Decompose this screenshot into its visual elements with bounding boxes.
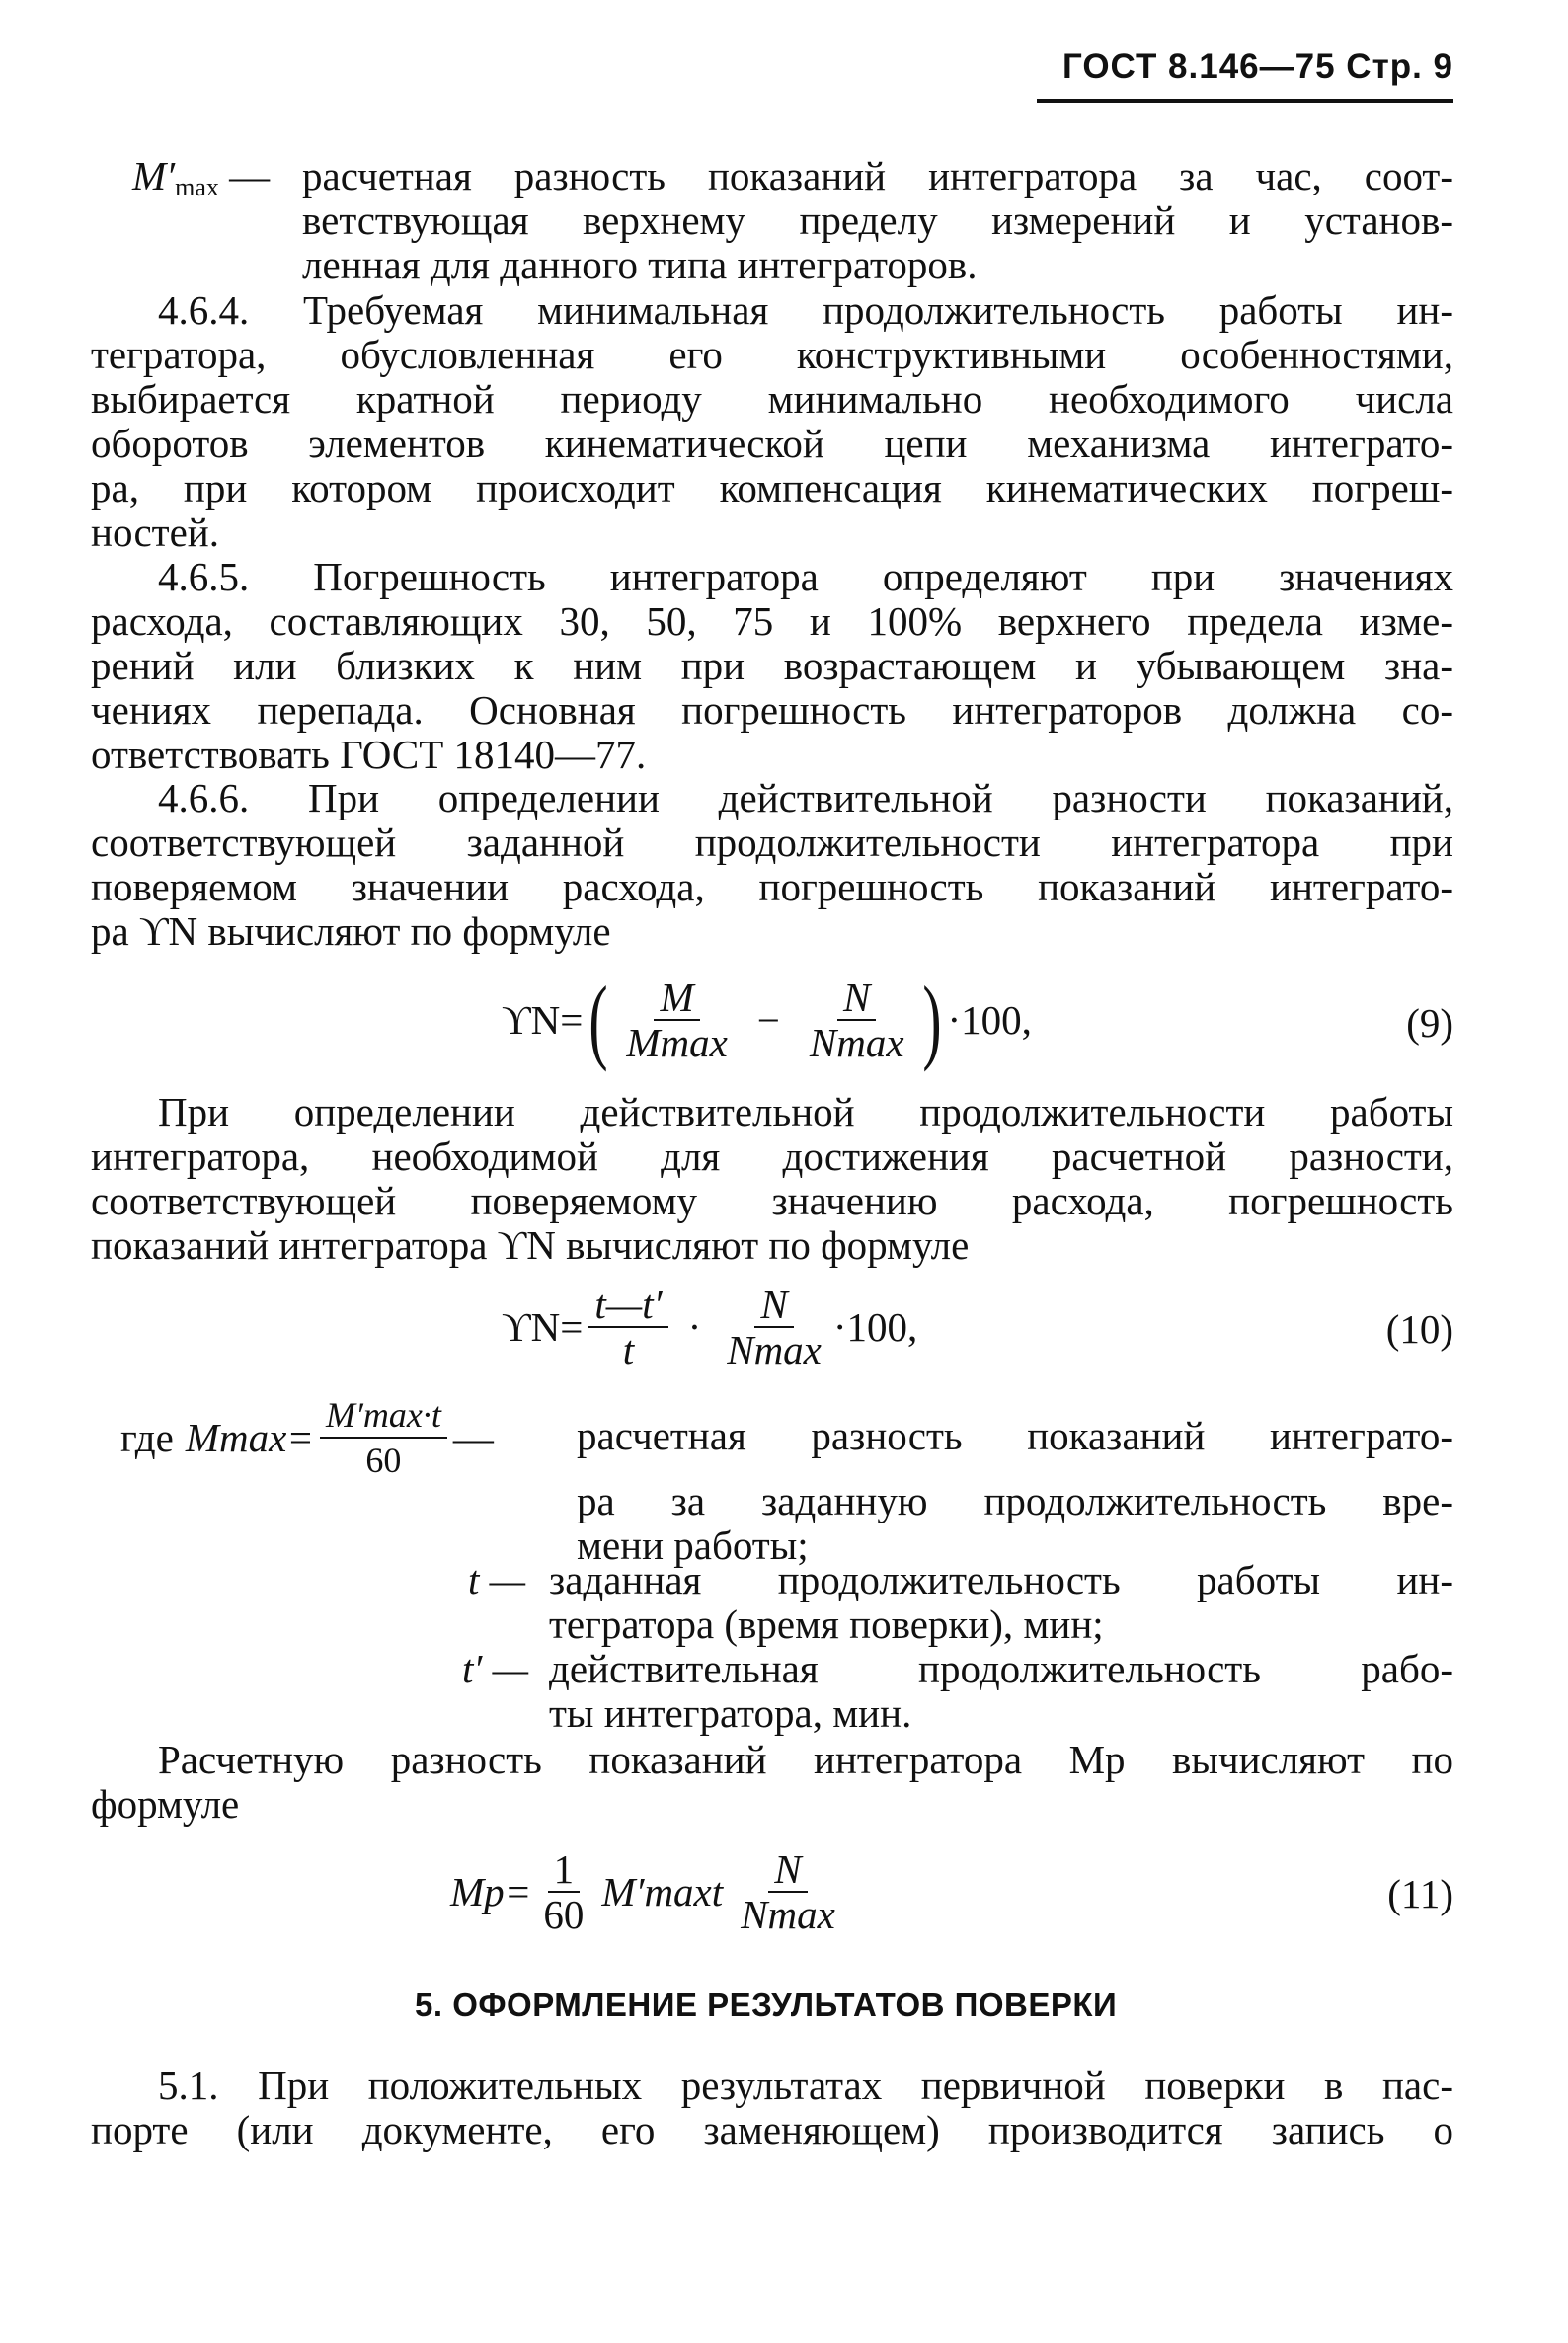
text-line: ностей. (91, 509, 219, 555)
text-line: заданная продолжительность работы ин- (549, 1557, 1453, 1602)
paragraph-after-eq9 (91, 1090, 1453, 1268)
text-line: расчетная разность показаний интеграто- (577, 1413, 1453, 1458)
paragraph-4-6-4 (91, 288, 1453, 555)
equation-10-number: (10) (1385, 1306, 1453, 1352)
text-line: тегратора, обусловленная его конструктивными особенностями, (91, 332, 1453, 377)
text-line: порте (или документе, его заменяющем) производится запись о (91, 2107, 1453, 2152)
equation-10: ϒN= $\frac{t—t'}{t}$ · $\frac{N}{Nmax}$ ·100, (502, 1282, 918, 1372)
text-line: 4.6.4. Требуемая минимальная продолжительность работы ин- (158, 287, 1453, 333)
text-line: тегратора (время поверки), мин; (549, 1601, 1104, 1647)
text-line: ответствовать ГОСТ 18140—77. (91, 732, 647, 777)
equation-9: ϒN= ( $\frac{M}{Mmax}$ − $\frac{N}{Nmax}$ ) ·100, (502, 967, 1032, 1072)
text-line: Расчетную разность показаний интегратора Mр вычисляют по (158, 1737, 1453, 1782)
text-line: 4.6.5. Погрешность интегратора определяют при значениях (158, 554, 1453, 599)
text-line: показаний интегратора ϒN вычисляют по формуле (91, 1222, 970, 1268)
text-line: ленная для данного типа интеграторов. (302, 242, 978, 287)
mmax-description-cont (577, 1479, 1453, 1568)
def-mprime-symbol: $M'_{max}$ — (132, 153, 271, 201)
text-line: формуле (91, 1781, 240, 1827)
text-line: чениях перепада. Основная погрешность интеграторов должна со- (91, 687, 1453, 733)
text-line: расхода, составляющих 30, 50, 75 и 100% верхнего предела изме- (91, 598, 1453, 644)
text-line: 4.6.6. При определении действительной разности показаний, (158, 775, 1453, 820)
text-line: выбирается кратной периоду минимально необходимого числа (91, 376, 1453, 422)
equation-11: Mр= $\frac{1}{60}$ M′maxt $\frac{N}{Nmax}$ (450, 1846, 835, 1937)
def-mprime-text (302, 154, 1453, 287)
text-line: интегратора, необходимой для достижения расчетной разности, (91, 1133, 1453, 1179)
text-line: соответствующей заданной продолжительности интегратора при (91, 820, 1453, 865)
equation-9-number: (9) (1406, 1000, 1453, 1046)
t-description (549, 1558, 1453, 1647)
text-line: ра ϒN вычисляют по формуле (91, 908, 611, 954)
header-rule (1037, 99, 1453, 103)
text-line: ра, при котором происходит компенсация кинематических погреш- (91, 465, 1453, 510)
text-line: ра за заданную продолжительность вре- (577, 1478, 1453, 1523)
paragraph-4-6-6 (91, 776, 1453, 954)
paragraph-mp (91, 1738, 1453, 1827)
text-line: расчетная разность показаний интегратора за час, соот- (302, 153, 1453, 198)
text-line: ты интегратора, мин. (549, 1690, 912, 1736)
text-line: рений или близких к ним при возрастающем и убывающем зна- (91, 643, 1453, 688)
text-line: соответствующей поверяемому значению расхода, погрешность (91, 1178, 1453, 1223)
paragraph-4-6-5 (91, 555, 1453, 777)
text-line: ветствующая верхнему пределу измерений и установ- (302, 197, 1453, 243)
paragraph-5-1 (91, 2064, 1453, 2152)
t-prime-symbol: t′ — (462, 1646, 529, 1691)
section-heading: 5. ОФОРМЛЕНИЕ РЕЗУЛЬТАТОВ ПОВЕРКИ (415, 1987, 1118, 2023)
mmax-description (577, 1414, 1453, 1458)
equation-11-number: (11) (1387, 1871, 1453, 1916)
where-mmax-definition: где Mmax= $\frac{M'\max\cdot t}{60}$ — (120, 1395, 494, 1480)
text-line: действительная продолжительность рабо- (549, 1646, 1453, 1691)
text-line: мени работы; (577, 1523, 809, 1568)
t-symbol: t — (468, 1557, 526, 1602)
page-header: ГОСТ 8.146—75 Стр. 9 (1061, 47, 1453, 86)
text-line: При определении действительной продолжительности работы (158, 1089, 1453, 1134)
t-prime-description (549, 1647, 1453, 1736)
text-line: поверяемом значении расхода, погрешность показаний интеграто- (91, 864, 1453, 909)
text-line: 5.1. При положительных результатах первичной поверки в пас- (158, 2063, 1453, 2108)
text-line: оборотов элементов кинематической цепи механизма интеграто- (91, 421, 1453, 466)
